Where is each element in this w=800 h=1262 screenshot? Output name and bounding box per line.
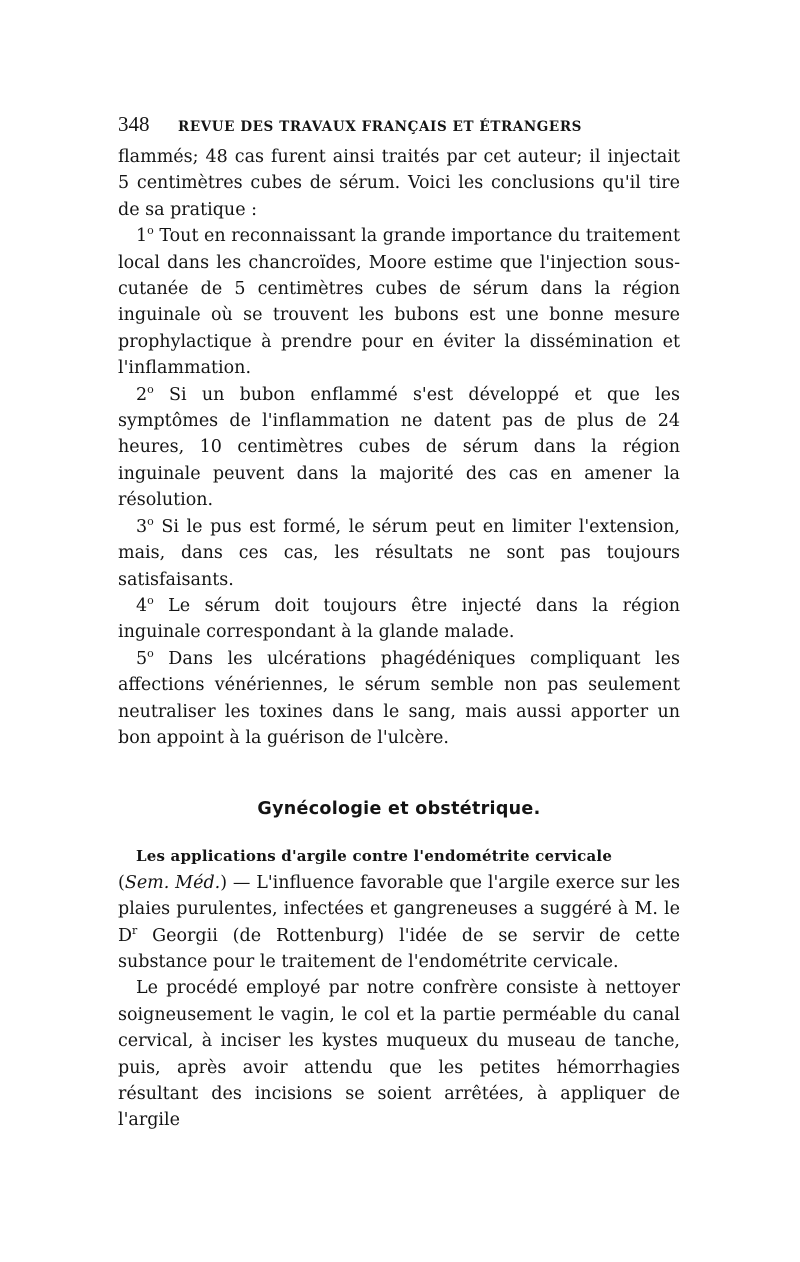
conclusion-number: 2 <box>136 384 148 405</box>
running-head <box>118 112 680 144</box>
conclusion-number: 5 <box>136 648 148 669</box>
conclusion-text: Si un bubon enflammé s'est développé et que les symptômes de l'inflammation ne datent pas de plus de 24 heures, 10 centimètres cubes de sérum dans la région inguinale peuvent dans la majorité des cas en amener la résolution. <box>118 384 680 511</box>
article-paragraph-2: Le procédé employé par notre confrère consiste à nettoyer soigneusement le vagin, le col et la partie perméable du canal cervical, à inciser les kystes muqueux du museau de tanche, puis, après avoir attendu que les petites hémorrhagies résultant des incisions se soient arrêtées, à appliquer de l'argile <box>118 978 680 1131</box>
conclusion-text: Dans les ulcérations phagédéniques compliquant les affections vénériennes, le sérum semble non pas seulement neutraliser les toxines dans le sang, mais aussi apporter un bon appoint à la guérison de l'ulcère. <box>118 648 680 748</box>
degree-sign: o <box>147 514 154 528</box>
conclusion-3 <box>118 514 680 593</box>
article-text-part1: — L'influence favorable que l'argile exerce sur les plaies purulentes, infectées et gangreneuses a suggéré à M. le D <box>118 872 681 946</box>
conclusion-5 <box>118 646 680 752</box>
intro-paragraph: flammés; 48 cas furent ainsi traités par cet auteur; il injectait 5 centimètres cubes de sérum. Voici les conclusions qu'il tire de sa pratique : <box>118 147 680 220</box>
page-number: 348 <box>118 112 150 136</box>
source-open-paren: ( <box>118 872 125 893</box>
conclusion-number: 3 <box>136 516 148 537</box>
running-title: REVUE DES TRAVAUX FRANÇAIS ET ÉTRANGERS <box>178 119 582 135</box>
conclusion-text: Le sérum doit toujours être injecté dans la région inguinale correspondant à la glande malade. <box>118 595 680 643</box>
article-title: Les applications d'argile contre l'endométrite cervicale <box>136 847 613 866</box>
conclusion-2 <box>118 382 680 514</box>
degree-sign: o <box>147 646 154 660</box>
source-close-paren: ) <box>220 872 228 893</box>
article-text-part2: Georgii (de Rottenburg) l'idée de se servir de cette substance pour le traitement de l'endométrite cervicale. <box>118 925 680 972</box>
degree-sign: o <box>147 382 154 396</box>
degree-sign: o <box>147 224 154 238</box>
degree-sign: o <box>147 594 154 608</box>
article-source: Sem. Méd. <box>124 872 221 893</box>
conclusion-number: 1 <box>136 226 148 247</box>
conclusion-4 <box>118 593 680 646</box>
section-title: Gynécologie et obstétrique. <box>257 799 541 820</box>
conclusion-1 <box>118 223 680 381</box>
conclusion-number: 4 <box>136 595 148 616</box>
article-paragraph-1 <box>118 843 680 975</box>
document-page <box>118 112 680 1134</box>
conclusion-text: Si le pus est formé, le sérum peut en limiter l'extension, mais, dans ces cas, les résultats ne sont pas toujours satisfaisants. <box>118 516 680 590</box>
doctor-superscript: r <box>132 923 138 937</box>
conclusion-text: Tout en reconnaissant la grande importance du traitement local dans les chancroïdes, Moore estime que l'injection sous-cutanée de 5 centimètres cubes de sérum dans la région inguinale où se trouvent les bubons est une bonne mesure prophylactique à prendre pour en éviter la dissémination et l'inflammation. <box>118 226 680 379</box>
